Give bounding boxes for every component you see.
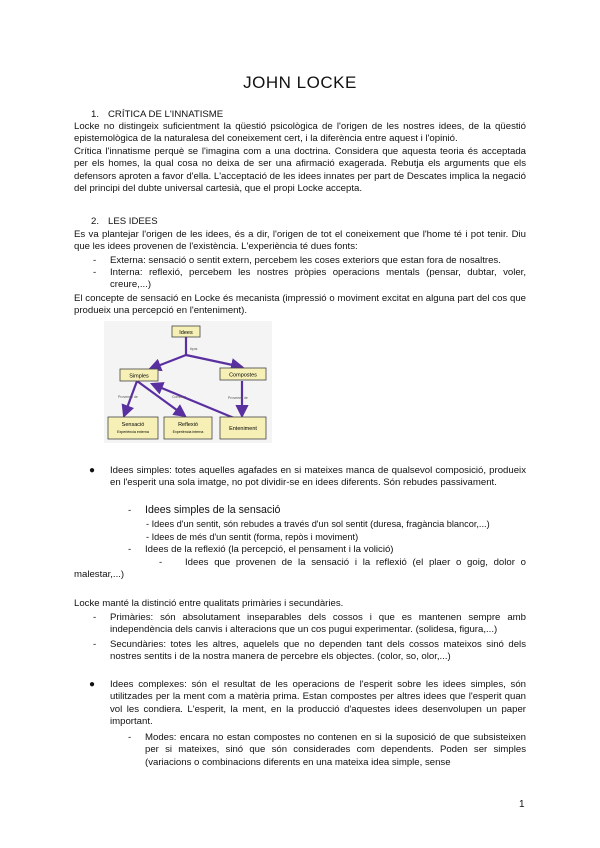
- list-dash: -: [93, 267, 97, 278]
- ideas-diagram: [104, 321, 272, 443]
- node-reflection: [164, 417, 212, 439]
- section-2-number: 2.: [91, 216, 100, 227]
- section-1-heading: [91, 109, 223, 120]
- simple-ideas-text: Idees simples: totes aquelles agafades en si mateixes manca de qualsevol composició, produeix en l'esperit una sola imatge, no pot dividir-se en idees diferents. Són rebudes passivament.: [110, 465, 526, 489]
- page-number: 1: [519, 799, 525, 810]
- section-1-number: 1.: [91, 109, 100, 120]
- section-1-heading-text: CRÍTICA DE L'INNATISME: [108, 109, 224, 120]
- source-internal: Interna: reflexió, percebem les nostres pròpies operacions mentals (pensar, dubtar, voler, creure,...): [110, 267, 526, 291]
- node-reflection-sub: Experiència interna: [172, 430, 204, 434]
- section-2-heading: [91, 216, 158, 227]
- edge-caption-tipus: tipus: [190, 347, 198, 351]
- node-simple-label: Simples: [129, 373, 149, 380]
- node-ideas-label: Idees: [179, 330, 193, 336]
- list-dash: -: [93, 612, 97, 623]
- section-2-paragraph-1: Es va plantejar l'origen de les idees, és a dir, l'origen de tot el coneixement que l'home té i pot tenir. Diu que les idees provenen de l'existència. L'experiència té dues fonts:: [74, 229, 526, 253]
- node-reflection-label: Reflexió: [178, 422, 198, 428]
- simple-ideas-both: Idees que provenen de la sensació i la reflexió (el plaer o goig, dolor o malestar,...): [74, 557, 526, 581]
- list-dash: -: [128, 505, 132, 516]
- bullet-icon: ●: [89, 465, 96, 476]
- source-external: Externa: sensació o sentit extern, percebem les coses exteriors que estan fora de nosaltres.: [110, 255, 501, 266]
- node-sensation-sub: Experiència externa: [117, 430, 149, 434]
- edge-caption-mid: Combina: [172, 395, 187, 399]
- node-sensation: [108, 417, 158, 439]
- qualities-intro: Locke manté la distinció entre qualitats primàries i secundàries.: [74, 598, 344, 609]
- page-title: JOHN LOCKE: [243, 73, 357, 92]
- complex-ideas-modes: Modes: encara no estan compostes no contenen en si la suposició de que subsisteixen per si mateixes, sinó que són considerades com dependents. Poden ser simples (variacions o combinacions diferents en una mateixa idea simple, sense: [145, 732, 526, 768]
- list-dash: -: [93, 255, 97, 266]
- list-dash: -: [128, 544, 132, 555]
- edge-caption-right: Provenen de: [228, 396, 248, 400]
- simple-ideas-sensation: Idees simples de la sensació: [145, 504, 281, 516]
- complex-ideas-text: Idees complexes: són el resultat de les operacions de l'esperit sobre les idees simples, són utilitzades per la ment com a matèria prima. Estan compostes per altres idees que l'esperit quan vol les condiera. L'esperit, la ment, en la producció d'aquestes idees desenvolupen un paper important.: [110, 679, 526, 728]
- node-sensation-label: Sensació: [121, 422, 145, 428]
- section-2-heading-text: LES IDEES: [108, 216, 158, 227]
- list-dash: -: [128, 732, 132, 743]
- node-complex-label: Compostes: [229, 372, 257, 379]
- simple-ideas-reflection: Idees de la reflexió (la percepció, el pensament i la volició): [145, 544, 394, 555]
- section-2-paragraph-2: El concepte de sensació en Locke és mecanista (impressió o moviment excitat en alguna part del cos que produeix una percepció en l'enteniment).: [74, 293, 526, 317]
- simple-ideas-one-sense: - Idees d'un sentit, són rebudes a través d'un sol sentit (duresa, fragància blancor,...): [146, 519, 490, 529]
- secondary-qualities: Secundàries: totes les altres, aquelels que no dependen tant dels cossos mateixos sinó dels nostres sentits i de la nostra manera de percebre els objectes. (color, so, olor,...): [110, 639, 526, 663]
- list-dash: -: [159, 557, 163, 568]
- simple-ideas-multi-sense: - Idees de més d'un sentit (forma, repòs i moviment): [146, 532, 359, 542]
- section-1-paragraph-2: Crítica l'innatisme perquè se l'imagina com a una doctrina. Considera que aquesta teoria és acceptada per els homes, la qual cosa no deixa de ser una afirmació exagerada. Rebutja els arguments que els defensors aproten a favor d'ella. L'acceptació de les idees innates per part de Descates implica la negació del principi del dubte universal cartesià, que el propi Locke accepta.: [74, 146, 526, 195]
- primary-qualities: Primàries: són absolutament inseparables dels cossos i que es mantenen sempre amb independència dels canvis i alteracions que un cos pugui experimentar. (solidesa, figura,...): [110, 612, 526, 636]
- section-1-paragraph-1: Locke no distingeix suficientment la qüestió psicològica de l'origen de les nostres idees, de la qüestió epistemològica de la naturalesa del coneixement cert, i la diferència entre aquest i l'opinió.: [74, 121, 526, 145]
- node-understanding-label: Enteniment: [229, 426, 257, 432]
- edge-caption-left: Provenen de: [118, 395, 138, 399]
- bullet-icon: ●: [89, 679, 96, 690]
- list-dash: -: [93, 639, 97, 650]
